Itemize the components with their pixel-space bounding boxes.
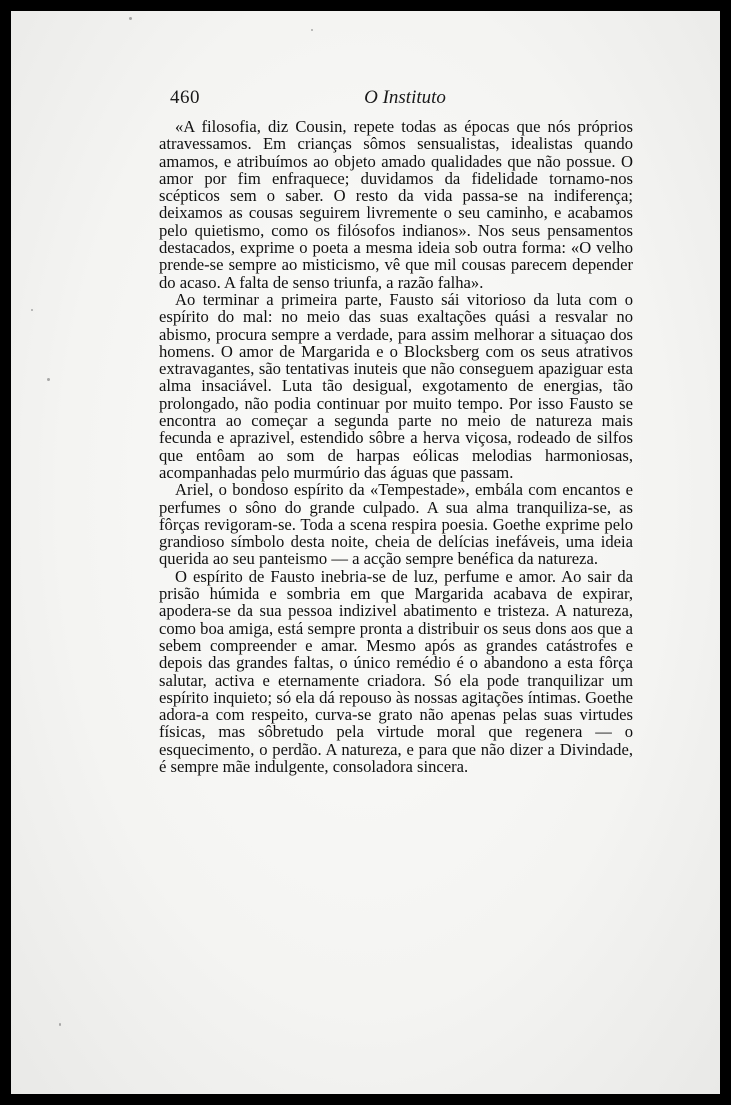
print-speck <box>31 309 33 311</box>
print-speck <box>59 1023 61 1026</box>
paragraph: Ao terminar a primeira parte, Fausto sái vitorioso da luta com o espírito do mal: no meio das suas exaltações quási a resvalar no abismo, procura sempre a verdade, para assim melhorar a situaçao dos homens. O amor de Margarida e o Blocksberg com os seus atrativos extravagantes, são tentativas inuteis que não conseguem apaziguar esta alma insaciável. Luta tão desigual, exgotamento de energias, tão prolongado, não podia continuar por muito tempo. Por isso Fausto se encontra ao começar a segunda parte no meio de natureza mais fecunda e aprazivel, estendido sôbre a herva viçosa, rodeado de silfos que entôam ao som de harpas eólicas melodias harmoniosas, acompanhadas pelo murmúrio das águas que passam. <box>159 289 633 482</box>
print-speck <box>47 378 50 381</box>
running-title: O Instituto <box>364 87 446 108</box>
paragraph: Ariel, o bondoso espírito da «Tempestade», embála com encantos e perfumes o sôno do grande culpado. A sua alma tranquiliza-se, as fôrças revigoram-se. Toda a scena respira poesia. Goethe exprime pelo grandioso símbolo desta noite, cheia de delícias inefáveis, uma ideia querida ao seu panteismo — a acção sempre benéfica da natureza. <box>159 480 633 569</box>
running-header <box>170 87 640 113</box>
body-text <box>159 118 633 775</box>
paragraph: «A filosofia, diz Cousin, repete todas as épocas que nós próprios atravessamos. Em crianças sômos sensualistas, idealistas quando amamos, e atribuímos ao objeto amado qualidades que não possue. O amor por fim enfraquece; duvidamos da fidelidade tornamo-nos scépticos sem o saber. O resto da vida passa-se na indiferença; deixamos as cousas seguirem livremente o seu caminho, e acabamos pelo quietismo, como os filósofos indianos». Nos seus pensamentos destacados, exprime o poeta a mesma ideia sob outra forma: «O velho prende-se sempre ao misticismo, vê que mil cousas parecem depender do acaso. A falta de senso triunfa, a razão falha». <box>159 117 633 292</box>
print-speck <box>311 29 313 31</box>
page-number: 460 <box>170 87 200 108</box>
print-speck <box>129 17 132 20</box>
paragraph: O espírito de Fausto inebria-se de luz, perfume e amor. Ao sair da prisão húmida e sombria em que Margarida acabava de expirar, apodera-se da sua pessoa indizivel abatimento e tristeza. A natureza, como boa amiga, está sempre pronta a distribuir os seus dons aos que a sebem compreender e amar. Mesmo após as grandes catástrofes e depois das grandes faltas, o único remédio é o abandono a esta fôrça salutar, activa e eternamente criadora. Só ela pode tranquilizar um espírito inquieto; só ela dá repouso às nossas agitações íntimas. Goethe adora-a com respeito, curva-se grato não apenas pelas suas virtudes físicas, mas sôbretudo pela virtude moral que regenera — o esquecimento, o perdão. A natureza, e para que não dizer a Divindade, é sempre mãe indulgente, consoladora sincera. <box>159 566 633 776</box>
